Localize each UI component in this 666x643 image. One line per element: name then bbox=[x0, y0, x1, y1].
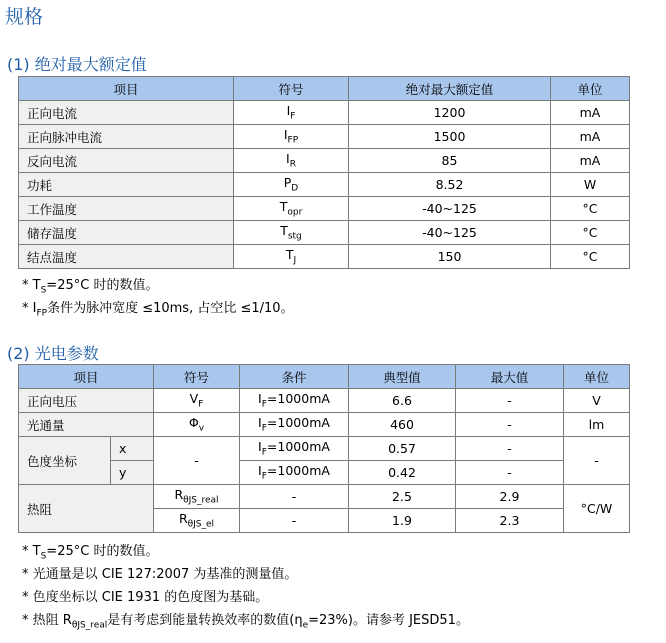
table-header-row bbox=[19, 77, 630, 101]
item-cell: 光通量 bbox=[19, 413, 154, 437]
unit-cell: W bbox=[551, 173, 630, 197]
unit-cell: °C bbox=[551, 197, 630, 221]
axis-x-cell: x bbox=[111, 437, 154, 461]
item-cell: 正向脉冲电流 bbox=[19, 125, 234, 149]
axis-y-cell: y bbox=[111, 461, 154, 485]
symbol-cell: $T_{stg}$ bbox=[234, 221, 349, 245]
note-ts-2: * $T_S=25^\circ C$ 时的数值。 bbox=[22, 544, 159, 562]
value-cell: -40~125 bbox=[349, 197, 551, 221]
item-cell: 反向电流 bbox=[19, 149, 234, 173]
table-row bbox=[19, 437, 630, 461]
max-cell: 2.3 bbox=[456, 509, 564, 533]
table-row bbox=[19, 389, 630, 413]
table-row bbox=[19, 461, 630, 485]
header-typical: 典型值 bbox=[349, 365, 456, 389]
item-cell: 工作温度 bbox=[19, 197, 234, 221]
unit-cell: mA bbox=[551, 101, 630, 125]
typical-cell: 2.5 bbox=[349, 485, 456, 509]
max-cell: - bbox=[456, 389, 564, 413]
value-cell: 8.52 bbox=[349, 173, 551, 197]
max-cell: - bbox=[456, 461, 564, 485]
note-flux: * 光通量是以 CIE 127:2007 为基准的测量值。 bbox=[22, 567, 298, 582]
typical-cell: 0.42 bbox=[349, 461, 456, 485]
value-cell: 150 bbox=[349, 245, 551, 269]
symbol-cell: $I_R$ bbox=[234, 149, 349, 173]
table-row bbox=[19, 173, 630, 197]
max-cell: - bbox=[456, 437, 564, 461]
table-row bbox=[19, 125, 630, 149]
unit-cell: °C/W bbox=[564, 485, 630, 533]
note-thermal: * 热阻 $R_{\theta JS\_real}$是有考虑到能量转换效率的数值$(\eta_e=23\%)$。请参考 JESD51。 bbox=[22, 613, 469, 631]
typical-cell: 0.57 bbox=[349, 437, 456, 461]
value-cell: 85 bbox=[349, 149, 551, 173]
max-cell: 2.9 bbox=[456, 485, 564, 509]
item-cell: 正向电流 bbox=[19, 101, 234, 125]
condition-cell: - bbox=[240, 485, 349, 509]
header-max: 最大值 bbox=[456, 365, 564, 389]
header-condition: 条件 bbox=[240, 365, 349, 389]
optoelectronic-table bbox=[18, 364, 630, 533]
page-title: 规格 bbox=[5, 6, 44, 28]
unit-cell: lm bbox=[564, 413, 630, 437]
note-chroma: * 色度坐标以 CIE 1931 的色度图为基础。 bbox=[22, 590, 269, 605]
item-cell: 色度坐标 bbox=[19, 437, 111, 485]
table-row bbox=[19, 197, 630, 221]
table-row bbox=[19, 149, 630, 173]
header-unit: 单位 bbox=[551, 77, 630, 101]
value-cell: 1200 bbox=[349, 101, 551, 125]
table-row bbox=[19, 101, 630, 125]
item-cell: 功耗 bbox=[19, 173, 234, 197]
symbol-cell: $I_F$ bbox=[234, 101, 349, 125]
typical-cell: 1.9 bbox=[349, 509, 456, 533]
value-cell: 1500 bbox=[349, 125, 551, 149]
unit-cell: mA bbox=[551, 149, 630, 173]
header-item: 项目 bbox=[19, 77, 234, 101]
item-cell: 正向电压 bbox=[19, 389, 154, 413]
condition-cell: $I_F=1000mA$ bbox=[240, 461, 349, 485]
unit-cell: mA bbox=[551, 125, 630, 149]
header-symbol: 符号 bbox=[234, 77, 349, 101]
table-row bbox=[19, 221, 630, 245]
typical-cell: 6.6 bbox=[349, 389, 456, 413]
symbol-cell: $V_F$ bbox=[154, 389, 240, 413]
table-row bbox=[19, 413, 630, 437]
value-cell: -40~125 bbox=[349, 221, 551, 245]
item-cell: 热阻 bbox=[19, 485, 154, 533]
condition-cell: $I_F=1000mA$ bbox=[240, 389, 349, 413]
condition-cell: $I_F=1000mA$ bbox=[240, 437, 349, 461]
item-cell: 储存温度 bbox=[19, 221, 234, 245]
header-rating: 绝对最大额定值 bbox=[349, 77, 551, 101]
header-unit: 单位 bbox=[564, 365, 630, 389]
header-symbol: 符号 bbox=[154, 365, 240, 389]
unit-cell: °C bbox=[551, 221, 630, 245]
table-header-row bbox=[19, 365, 630, 389]
table-row bbox=[19, 245, 630, 269]
unit-cell: - bbox=[564, 437, 630, 485]
symbol-cell: $R_{\theta JS\_el}$ bbox=[154, 509, 240, 533]
symbol-cell: $R_{\theta JS\_real}$ bbox=[154, 485, 240, 509]
symbol-cell: $T_J$ bbox=[234, 245, 349, 269]
section2-heading: (2) 光电参数 bbox=[7, 344, 99, 363]
symbol-cell: $T_{opr}$ bbox=[234, 197, 349, 221]
symbol-cell: $I_{FP}$ bbox=[234, 125, 349, 149]
item-cell: 结点温度 bbox=[19, 245, 234, 269]
note-ts: * $T_S=25^\circ C$ 时的数值。 bbox=[22, 278, 159, 296]
note-ifp: * $I_{FP}$条件为脉冲宽度 ≤10ms, 占空比 ≤1/10。 bbox=[22, 301, 294, 319]
condition-cell: $I_F=1000mA$ bbox=[240, 413, 349, 437]
max-cell: - bbox=[456, 413, 564, 437]
header-item: 项目 bbox=[19, 365, 154, 389]
symbol-cell: - bbox=[154, 437, 240, 485]
table-row bbox=[19, 485, 630, 509]
section1-heading: (1) 绝对最大额定值 bbox=[7, 55, 147, 74]
typical-cell: 460 bbox=[349, 413, 456, 437]
symbol-cell: $\Phi_v$ bbox=[154, 413, 240, 437]
unit-cell: V bbox=[564, 389, 630, 413]
unit-cell: °C bbox=[551, 245, 630, 269]
condition-cell: - bbox=[240, 509, 349, 533]
absolute-max-table bbox=[18, 76, 630, 269]
symbol-cell: $P_D$ bbox=[234, 173, 349, 197]
